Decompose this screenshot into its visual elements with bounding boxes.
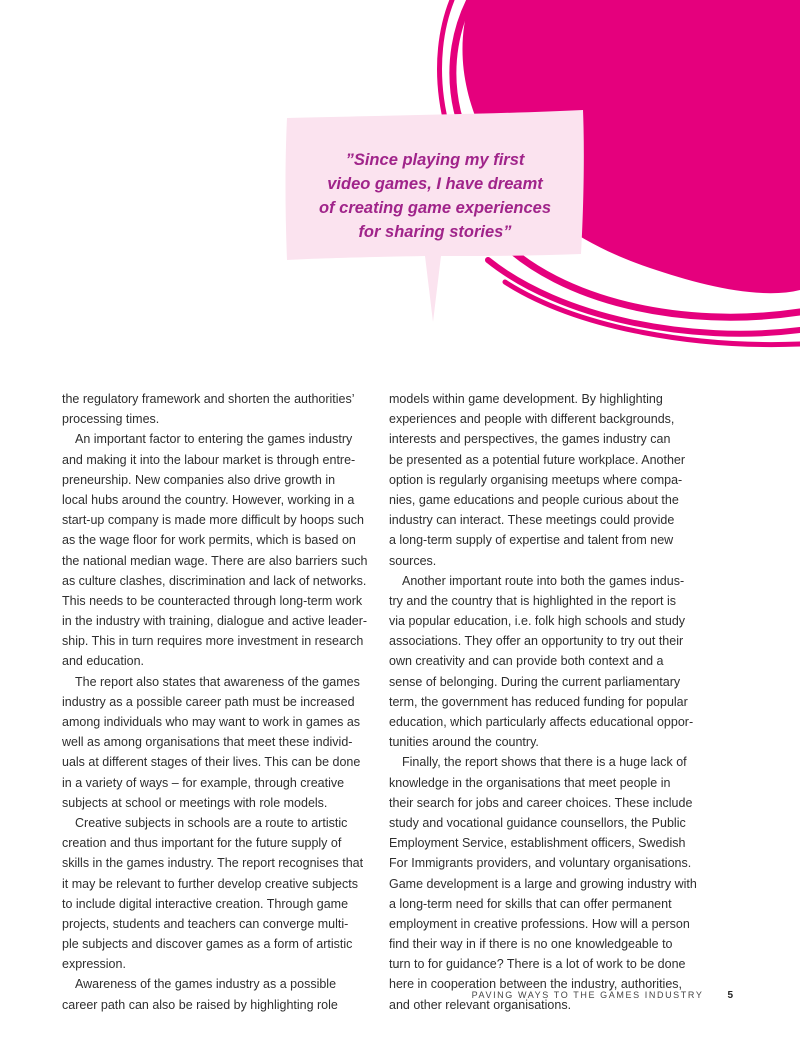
quote-line: for sharing stories” <box>358 223 512 241</box>
paragraph <box>62 389 362 429</box>
text-line: preneurship. New companies also drive growth in <box>62 472 336 487</box>
text-line: skills in the games industry. The report recognises that <box>62 856 364 871</box>
pull-quote <box>300 148 570 244</box>
text-line: industry as a possible career path must be increased <box>62 694 355 709</box>
text-line: industry can interact. These meetings could provide <box>389 513 675 528</box>
text-line: employment in creative professions. How will a person <box>389 916 690 931</box>
text-line: ple subjects and discover games as a form of artistic <box>62 937 353 952</box>
page-number: 5 <box>727 990 733 1001</box>
text-line: Creative subjects in schools are a route to artistic <box>75 815 348 830</box>
right-text-column <box>389 389 697 1015</box>
text-line: local hubs around the country. However, working in a <box>62 492 355 507</box>
text-line: start-up company is made more difficult by hoops such <box>62 513 364 528</box>
text-line: via popular education, i.e. folk high schools and study <box>389 614 686 629</box>
text-line: The report also states that awareness of the games <box>75 674 360 689</box>
text-line: expression. <box>62 957 126 972</box>
text-line: here in cooperation between the industry, authorities, <box>389 977 683 992</box>
paragraph <box>62 672 362 813</box>
text-line: creation and thus important for the future supply of <box>62 836 342 851</box>
text-line: it may be relevant to further develop creative subjects <box>62 876 358 891</box>
text-line: and other relevant organisations. <box>389 997 572 1012</box>
text-line: try and the country that is highlighted in the report is <box>389 593 676 608</box>
text-line: ship. This in turn requires more investment in research <box>62 634 364 649</box>
text-line: own creativity and can provide both context and a <box>389 654 664 669</box>
text-line: in the industry with training, dialogue and active leader- <box>62 614 368 629</box>
text-line: For Immigrants providers, and voluntary organisations. <box>389 856 692 871</box>
quote-line: of creating game experiences <box>318 199 551 217</box>
text-line: Game development is a large and growing industry with <box>389 876 697 891</box>
text-line: tunities around the country. <box>389 735 539 750</box>
text-line: interests and perspectives, the games industry can <box>389 432 671 447</box>
text-line: find their way in if there is no one knowledgeable to <box>389 937 673 952</box>
text-line: term, the government has reduced funding for popular <box>389 694 688 709</box>
text-line: be presented as a potential future workplace. Another <box>389 452 686 467</box>
paragraph <box>389 389 689 571</box>
text-line: option is regularly organising meetups where compa- <box>389 472 683 487</box>
text-line: Awareness of the games industry as a possible <box>75 977 337 992</box>
left-text-column <box>62 389 368 1015</box>
text-line: education, which particularly affects educational oppor- <box>389 715 694 729</box>
quote-line: ”Since playing my first <box>345 151 525 169</box>
paragraph <box>62 813 362 975</box>
text-line: as the wage floor for work permits, which is based on <box>62 533 356 548</box>
text-line: the regulatory framework and shorten the authorities’ <box>62 392 355 406</box>
text-line: study and vocational guidance counsellors, the Public <box>389 815 686 830</box>
quote-line: video games, I have dreamt <box>327 175 543 193</box>
text-line: sense of belonging. During the current parliamentary <box>389 674 681 689</box>
text-line: career path can also be raised by highlighting role <box>62 997 338 1012</box>
text-line: experiences and people with different backgrounds, <box>389 412 675 427</box>
text-line: turn to for guidance? There is a lot of work to be done <box>389 957 686 972</box>
text-line: models within game development. By highlighting <box>389 392 663 406</box>
text-line: subjects at school or meetings with role models. <box>62 795 328 810</box>
text-line: Finally, the report shows that there is a huge lack of <box>402 755 687 770</box>
text-line: processing times. <box>62 412 160 427</box>
text-line: as culture clashes, discrimination and lack of networks. <box>62 573 367 588</box>
text-line: in a variety of ways – for example, through creative <box>62 775 345 790</box>
text-line: Employment Service, establishment officers, Swedish <box>389 836 686 851</box>
text-line: uals at different stages of their lives. This can be done <box>62 755 361 770</box>
text-line: associations. They offer an opportunity to try out their <box>389 634 684 649</box>
text-line: and education. <box>62 654 145 669</box>
footer-title: PAVING WAYS TO THE GAMES INDUSTRY <box>471 990 704 1000</box>
paragraph <box>389 571 694 753</box>
text-line: projects, students and teachers can converge multi- <box>62 916 349 931</box>
text-line: knowledge in the organisations that meet people in <box>389 775 671 790</box>
text-line: This needs to be counteracted through long-term work <box>62 593 363 608</box>
text-line: Another important route into both the games indus- <box>402 573 685 588</box>
paragraph <box>389 752 697 1014</box>
page-footer <box>472 990 733 1001</box>
text-line: An important factor to entering the games industry <box>75 432 353 447</box>
text-line: among individuals who may want to work in games as <box>62 715 361 729</box>
text-line: their search for jobs and career choices. These include <box>389 795 693 810</box>
paragraph <box>62 429 368 671</box>
text-line: and making it into the labour market is through entre- <box>62 452 356 467</box>
text-line: to include digital interactive creation. Through game <box>62 896 349 911</box>
text-line: a long-term need for skills that can offer permanent <box>389 896 672 911</box>
text-line: a long-term supply of expertise and talent from new <box>389 533 674 548</box>
text-line: sources. <box>389 553 437 568</box>
text-line: nies, game educations and people curious about the <box>389 492 679 507</box>
text-line: the national median wage. There are also barriers such <box>62 553 368 568</box>
text-line: well as among organisations that meet these individ- <box>62 735 353 750</box>
paragraph <box>62 974 362 1014</box>
